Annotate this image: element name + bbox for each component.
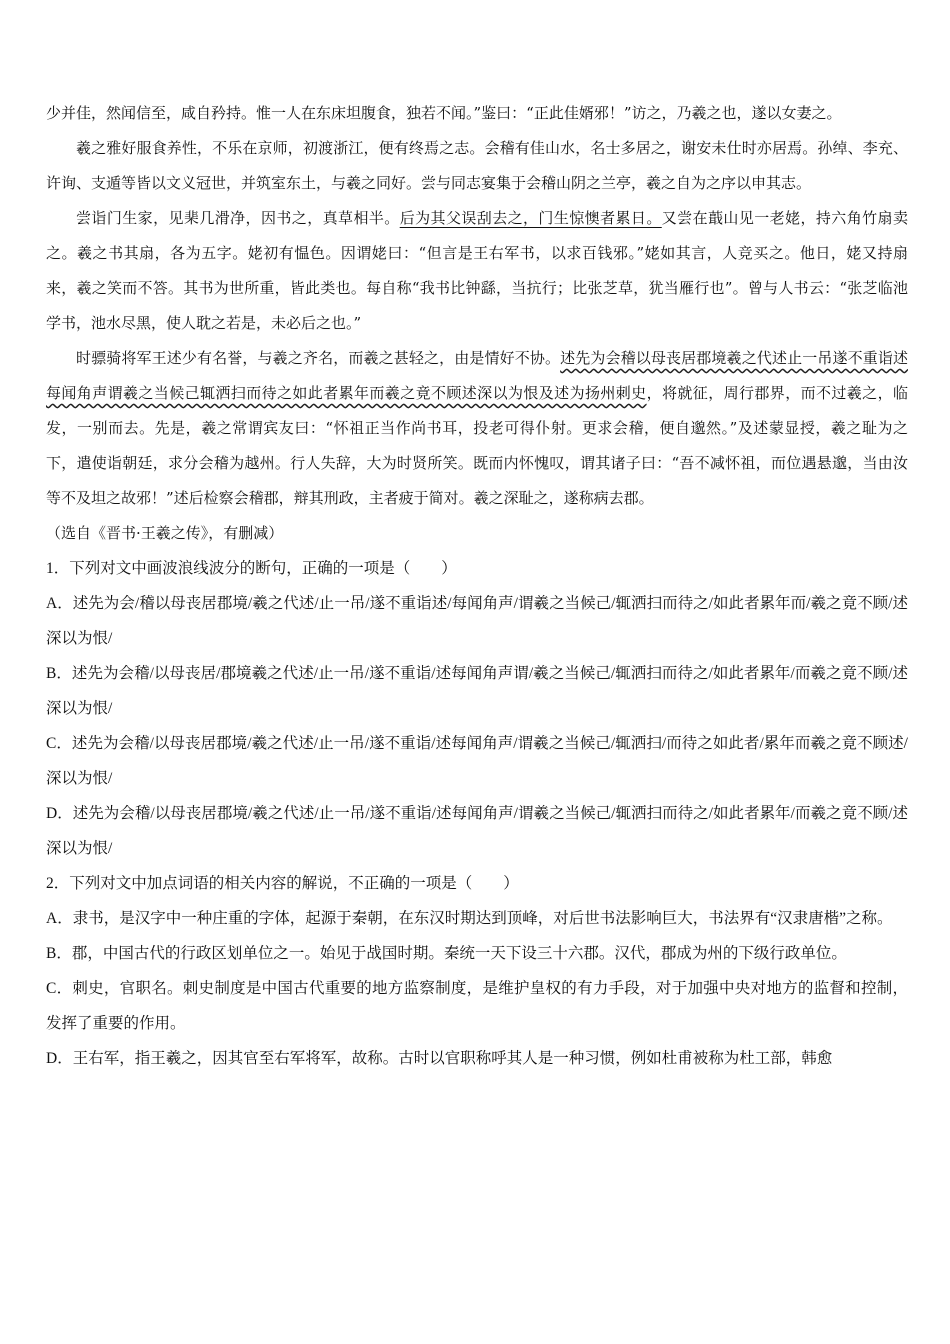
question-1-option-b: B．述先为会稽/以母丧居/郡境羲之代述/止一吊/遂不重诣/述每闻角声谓/羲之当候己/辄洒扫而待之/如此者累年/而羲之竟不顾/述深以为恨/: [46, 665, 908, 717]
question-1-option-a: A．述先为会/稽以母丧居郡境/羲之代述/止一吊/遂不重诣述/每闻角声/谓羲之当候己/辄洒扫而待之/如此者累年而/羲之竟不顾/述深以为恨/: [46, 595, 908, 647]
question-2-option-b: B．郡，中国古代的行政区划单位之一。始见于战国时期。秦统一天下设三十六郡。汉代，郡成为州的下级行政单位。: [46, 945, 847, 962]
passage-p2-rest: 又尝在蕺山见一老姥，持六角竹扇卖之。羲之书其扇，各为五字。姥初有愠色。因谓姥曰：“但言是王右军书，以求百钱邪。”姥如其言，人竞买之。他日，姥又持扇来，羲之笑而不答。其书为世所重，皆此类也。每自称“我书比钟繇，当抗行；比张芝草，犹当雁行也”。曾与人书云：“张芝临池学书，池水尽黑，使人耽之若是，未必后之也。”: [46, 209, 908, 332]
question-2-stem: 2．下列对文中加点词语的相关内容的解说，不正确的一项是（ ）: [46, 875, 519, 892]
question-1-stem: 1．下列对文中画波浪线波分的断句，正确的一项是（ ）: [46, 560, 457, 577]
passage-p2-start: 尝诣门生家，见棐几滑净，因书之，真草相半。: [76, 209, 400, 227]
question-2-option-a: A．隶书，是汉字中一种庄重的字体，起源于秦朝，在东汉时期达到顶峰，对后世书法影响巨大，书法界有“汉隶唐楷”之称。: [46, 910, 893, 927]
wavy-underlined-sentence: 述先为会稽以母丧居郡境羲之代述止一吊遂不重诣述每闻角声谓羲之当候己辄洒扫而待之如此者累年而羲之竟不顾述深以为恨及述为扬州刺史: [46, 349, 908, 402]
passage-paragraph-2: [46, 201, 908, 341]
question-2-option-c: C．刺史，官职名。刺史制度是中国古代重要的地方监察制度，是维护皇权的有力手段，对于加强中央对地方的监督和控制，发挥了重要的作用。: [46, 980, 908, 1032]
passage-p3-rest: ，将就征，周行郡界，而不过羲之，临发，一别而去。先是，羲之常谓宾友曰：“怀祖正当作尚书耳，投老可得仆射。更求会稽，便自邈然。”及述蒙显授，羲之耻为之下，遣使诣朝廷，求分会稽为越州。行人失辞，大为时贤所笑。既而内怀愧叹，谓其诸子曰：“吾不减怀祖，而位遇悬邈，当由汝等不及坦之故邪！”述后检察会稽郡，辩其刑政，主者疲于简对。羲之深耻之，遂称病去郡。: [46, 384, 908, 507]
passage-paragraph-0: 少并佳，然闻信至，咸自矜持。惟一人在东床坦腹食，独若不闻。”鉴曰：“正此佳婿邪！”访之，乃羲之也，遂以女妻之。: [46, 104, 842, 122]
passage-source: （选自《晋书·王羲之传》，有删减）: [46, 524, 284, 542]
question-2-option-d: D．王右军，指王羲之，因其官至右军将军，故称。古时以官职称呼其人是一种习惯，例如杜甫被称为杜工部，韩愈: [46, 1050, 833, 1067]
passage-paragraph-1: 羲之雅好服食养性，不乐在京师，初渡浙江，便有终焉之志。会稽有佳山水，名士多居之，谢安未仕时亦居焉。孙绰、李充、许询、支遁等皆以文义冠世，并筑室东土，与羲之同好。尝与同志宴集于会稽山阴之兰亭，羲之自为之序以申其志。: [46, 139, 908, 192]
question-1-option-c: C．述先为会稽/以母丧居郡境/羲之代述/止一吊/遂不重诣/述每闻角声/谓羲之当候己/辄洒扫/而待之如此者/累年而羲之竟不顾述/深以为恨/: [46, 735, 908, 787]
passage-p3-start: 时骠骑将军王述少有名誉，与羲之齐名，而羲之甚轻之，由是情好不协。: [76, 349, 561, 367]
page-content: [46, 96, 908, 1076]
passage-paragraph-3: [46, 341, 908, 516]
underlined-sentence: 后为其父误刮去之，门生惊懊者累日。: [399, 209, 662, 227]
question-1-option-d: D．述先为会稽/以母丧居郡境/羲之代述/止一吊/遂不重诣/述每闻角声/谓羲之当候己/辄洒扫而待之/如此者累年/而羲之竟不顾/述深以为恨/: [46, 805, 908, 857]
